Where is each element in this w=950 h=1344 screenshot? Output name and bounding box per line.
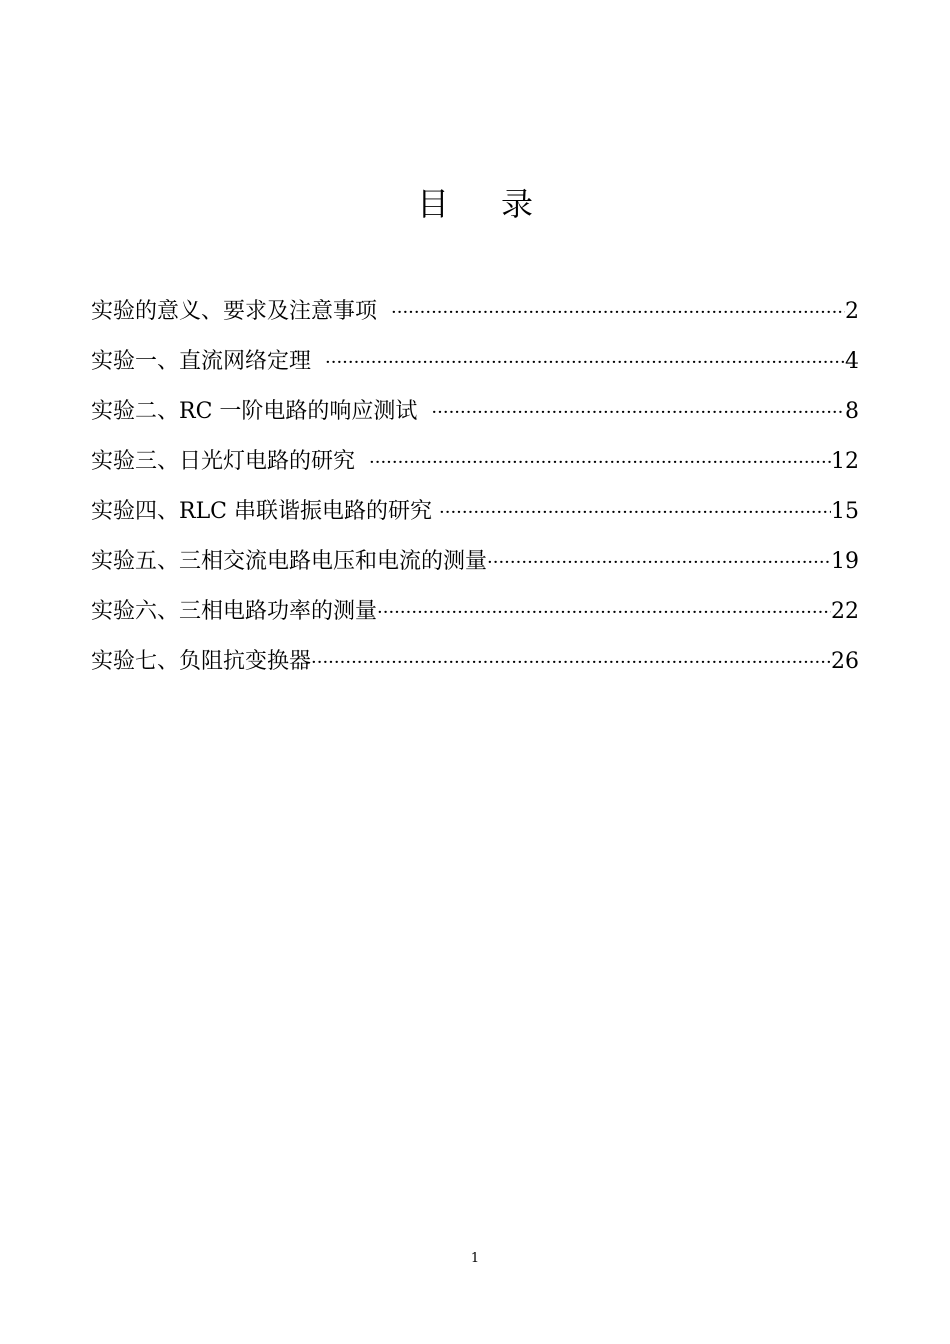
table-of-contents xyxy=(91,292,859,692)
toc-entry-page: 19 xyxy=(831,549,859,574)
toc-entry-gap xyxy=(355,442,369,482)
page-number: 1 xyxy=(470,1251,480,1266)
toc-entry-page: 8 xyxy=(845,399,859,424)
toc-entry-experiment-4[interactable] xyxy=(91,492,859,542)
toc-dot-leader xyxy=(369,443,831,483)
toc-dot-leader xyxy=(311,643,831,683)
toc-dot-leader xyxy=(391,293,845,333)
toc-entry-gap xyxy=(432,492,439,532)
toc-entry-page: 26 xyxy=(831,649,859,674)
toc-entry-page: 12 xyxy=(831,449,859,474)
toc-entry-label: 实验六、三相电路功率的测量 xyxy=(91,599,378,624)
toc-entry-experiment-3[interactable] xyxy=(91,442,859,492)
toc-entry-significance[interactable] xyxy=(91,292,859,342)
toc-entry-label: 实验二、RC 一阶电路的响应测试 xyxy=(91,399,418,424)
toc-dot-leader xyxy=(439,493,831,533)
toc-entry-gap xyxy=(417,392,431,432)
toc-entry-page: 2 xyxy=(845,299,859,324)
toc-dot-leader xyxy=(325,343,845,383)
toc-entry-experiment-2[interactable] xyxy=(91,392,859,442)
toc-entry-page: 22 xyxy=(831,599,859,624)
toc-entry-label: 实验三、日光灯电路的研究 xyxy=(91,449,356,474)
toc-dot-leader xyxy=(431,393,845,433)
toc-entry-experiment-5[interactable] xyxy=(91,542,859,592)
toc-entry-label: 实验四、RLC 串联谐振电路的研究 xyxy=(91,499,433,524)
toc-entry-label: 实验的意义、要求及注意事项 xyxy=(91,299,378,324)
title-char-2: 录 xyxy=(501,185,534,223)
toc-dot-leader xyxy=(377,593,831,633)
toc-entry-label: 实验五、三相交流电路电压和电流的测量 xyxy=(91,549,488,574)
toc-entry-page: 15 xyxy=(831,499,859,524)
toc-entry-experiment-7[interactable] xyxy=(91,642,859,692)
toc-entry-page: 4 xyxy=(845,349,859,374)
toc-entry-gap xyxy=(377,292,391,332)
toc-entry-label: 实验一、直流网络定理 xyxy=(91,349,312,374)
title-char-1: 目 xyxy=(416,185,449,223)
toc-entry-label: 实验七、负阻抗变换器 xyxy=(91,649,312,674)
page-title xyxy=(0,180,950,228)
toc-entry-gap xyxy=(311,342,325,382)
toc-entry-experiment-1[interactable] xyxy=(91,342,859,392)
toc-dot-leader xyxy=(487,543,831,583)
toc-entry-experiment-6[interactable] xyxy=(91,592,859,642)
